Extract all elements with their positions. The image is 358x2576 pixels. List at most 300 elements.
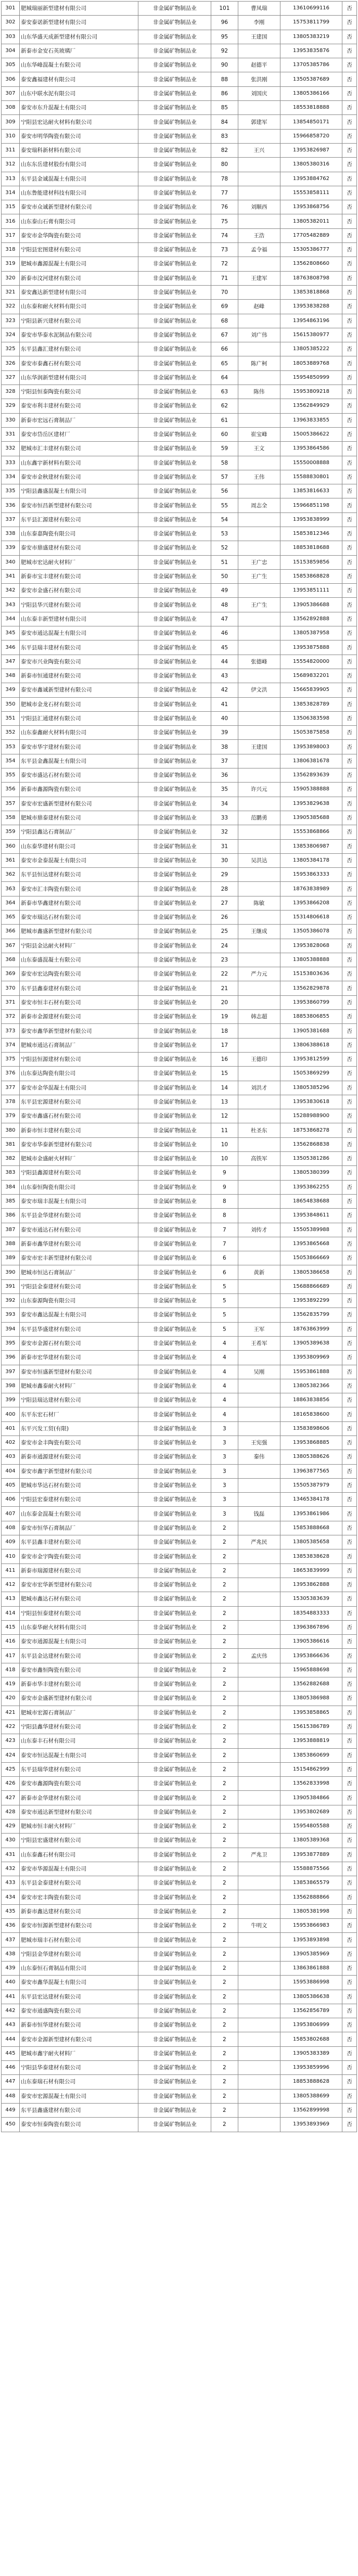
contact-person — [238, 953, 280, 967]
phone-number: 13805388888 — [280, 953, 342, 967]
phone-number: 13805385296 — [280, 1081, 342, 1095]
phone-number: 13505387689 — [280, 72, 342, 86]
phone-number: 13805386988 — [280, 1691, 342, 1706]
table-row — [2, 1152, 357, 1166]
status-flag: 否 — [342, 726, 356, 740]
contact-person — [238, 825, 280, 839]
employee-count: 16 — [211, 1052, 238, 1066]
phone-number: 13506383598 — [280, 711, 342, 725]
contact-person — [238, 2089, 280, 2103]
phone-number: 13805384178 — [280, 853, 342, 867]
company-name: 东平县金华建材有限公司 — [19, 1209, 138, 1223]
phone-number: 18165838600 — [280, 1407, 342, 1421]
contact-person — [238, 995, 280, 1009]
employee-count: 4 — [211, 1336, 238, 1350]
company-name: 肥城市鑫达石材有限公司 — [19, 1592, 138, 1606]
contact-person — [238, 1691, 280, 1706]
employee-count: 3 — [211, 1493, 238, 1507]
industry: 非金属矿物制品业 — [138, 385, 211, 399]
contact-person — [238, 172, 280, 186]
industry: 非金属矿物制品业 — [138, 683, 211, 697]
company-name: 泰安市金华陶瓷有限公司 — [19, 228, 138, 242]
company-name: 泰安市宏盛新型建材有限公司 — [19, 797, 138, 811]
industry: 非金属矿物制品业 — [138, 2046, 211, 2060]
contact-person: 钱磊 — [238, 1507, 280, 1521]
industry: 非金属矿物制品业 — [138, 1351, 211, 1365]
industry: 非金属矿物制品业 — [138, 200, 211, 214]
contact-person: 陈伟 — [238, 385, 280, 399]
status-flag: 否 — [342, 456, 356, 470]
row-number: 426 — [2, 1777, 20, 1791]
row-number: 382 — [2, 1152, 20, 1166]
table-row — [2, 1904, 357, 1918]
contact-person — [238, 1393, 280, 1407]
contact-person — [238, 1990, 280, 2004]
contact-person: 曹凤瑞 — [238, 2, 280, 16]
phone-number: 18753868278 — [280, 1123, 342, 1137]
industry: 非金属矿物制品业 — [138, 328, 211, 342]
industry: 非金属矿物制品业 — [138, 868, 211, 882]
row-number: 449 — [2, 2103, 20, 2117]
employee-count: 2 — [211, 1819, 238, 1834]
company-name: 泰安市金秋建材有限公司 — [19, 470, 138, 484]
company-name: 宁阳县恒泰建材有限公司 — [19, 1606, 138, 1620]
table-row — [2, 896, 357, 910]
row-number: 364 — [2, 896, 20, 910]
status-flag: 否 — [342, 896, 356, 910]
contact-person: 王广生 — [238, 598, 280, 612]
industry: 非金属矿物制品业 — [138, 1407, 211, 1421]
employee-count: 28 — [211, 882, 238, 896]
industry: 非金属矿物制品业 — [138, 285, 211, 299]
phone-number: 13953860799 — [280, 995, 342, 1009]
contact-person: 孟庆伟 — [238, 1649, 280, 1663]
status-flag: 否 — [342, 1194, 356, 1208]
company-name: 东平县华盛建材有限公司 — [19, 1322, 138, 1336]
company-name: 山东泰丰石材有限公司 — [19, 1734, 138, 1748]
row-number: 403 — [2, 1450, 20, 1464]
company-name: 山东东岳建材股份有限公司 — [19, 158, 138, 172]
phone-number: 17705482889 — [280, 228, 342, 242]
company-name: 泰安市通盛陶瓷有限公司 — [19, 2004, 138, 2018]
industry: 非金属矿物制品业 — [138, 342, 211, 356]
company-name: 东平县金达建材有限公司 — [19, 1649, 138, 1663]
phone-number: 13953828068 — [280, 939, 342, 953]
industry: 非金属矿物制品业 — [138, 1010, 211, 1024]
status-flag: 否 — [342, 584, 356, 598]
phone-number: 13953862888 — [280, 1578, 342, 1592]
company-name: 山东泰嘉陶瓷有限公司 — [19, 527, 138, 541]
row-number: 346 — [2, 640, 20, 655]
phone-number: 13953868756 — [280, 200, 342, 214]
table-row — [2, 1976, 357, 1990]
employee-count: 8 — [211, 1194, 238, 1208]
table-row — [2, 342, 357, 356]
row-number: 314 — [2, 186, 20, 200]
contact-person — [238, 257, 280, 271]
status-flag: 否 — [342, 512, 356, 527]
table-row — [2, 1251, 357, 1265]
status-flag: 否 — [342, 2075, 356, 2089]
contact-person — [238, 1209, 280, 1223]
table-row — [2, 1209, 357, 1223]
company-name: 新泰市恒通建材有限公司 — [19, 669, 138, 683]
industry: 非金属矿物制品业 — [138, 1635, 211, 1649]
contact-person — [238, 1961, 280, 1975]
row-number: 389 — [2, 1251, 20, 1265]
industry: 非金属矿物制品业 — [138, 1777, 211, 1791]
contact-person — [238, 1677, 280, 1691]
status-flag: 否 — [342, 1919, 356, 1933]
company-name: 宁阳县鑫达石膏制品厂 — [19, 825, 138, 839]
table-row — [2, 2075, 357, 2089]
phone-number: 13805386166 — [280, 86, 342, 100]
row-number: 416 — [2, 1635, 20, 1649]
phone-number: 13562882688 — [280, 1677, 342, 1691]
industry: 非金属矿物制品业 — [138, 1123, 211, 1137]
status-flag: 否 — [342, 172, 356, 186]
status-flag: 否 — [342, 1649, 356, 1663]
phone-number: 15953886998 — [280, 1976, 342, 1990]
industry: 非金属矿物制品业 — [138, 442, 211, 456]
employee-count: 80 — [211, 158, 238, 172]
row-number: 340 — [2, 555, 20, 569]
industry: 非金属矿物制品业 — [138, 1095, 211, 1109]
table-row — [2, 1478, 357, 1492]
table-row — [2, 967, 357, 981]
table-row — [2, 2, 357, 16]
company-name: 泰安市众诚新型建材有限公司 — [19, 200, 138, 214]
industry: 非金属矿物制品业 — [138, 1762, 211, 1776]
employee-count: 2 — [211, 1549, 238, 1563]
row-number: 334 — [2, 470, 20, 484]
phone-number: 13905384866 — [280, 1791, 342, 1805]
row-number: 305 — [2, 58, 20, 72]
row-number: 359 — [2, 825, 20, 839]
row-number: 368 — [2, 953, 20, 967]
status-flag: 否 — [342, 797, 356, 811]
status-flag: 否 — [342, 768, 356, 783]
contact-person: 孟令福 — [238, 243, 280, 257]
employee-count: 2 — [211, 1791, 238, 1805]
industry: 非金属矿物制品业 — [138, 655, 211, 669]
row-number: 385 — [2, 1194, 20, 1208]
table-row — [2, 186, 357, 200]
row-number: 432 — [2, 1862, 20, 1876]
industry: 非金属矿物制品业 — [138, 669, 211, 683]
phone-number: 15905388888 — [280, 783, 342, 797]
industry: 非金属矿物制品业 — [138, 1265, 211, 1279]
industry: 非金属矿物制品业 — [138, 911, 211, 925]
phone-number: 15314806618 — [280, 911, 342, 925]
employee-count: 13 — [211, 1095, 238, 1109]
table-row — [2, 1677, 357, 1691]
table-row — [2, 1265, 357, 1279]
contact-person — [238, 285, 280, 299]
contact-person — [238, 1194, 280, 1208]
company-name: 山东华润新型建材有限公司 — [19, 370, 138, 385]
company-name: 东平县金泰建材有限公司 — [19, 1876, 138, 1890]
row-number: 360 — [2, 839, 20, 853]
phone-number: 15554820000 — [280, 655, 342, 669]
phone-number: 18654838688 — [280, 1194, 342, 1208]
company-name: 宁阳县宏盛建材有限公司 — [19, 1834, 138, 1848]
row-number: 437 — [2, 1933, 20, 1947]
contact-person — [238, 1734, 280, 1748]
row-number: 331 — [2, 427, 20, 441]
status-flag: 否 — [342, 1549, 356, 1563]
table-row — [2, 243, 357, 257]
table-row — [2, 1691, 357, 1706]
contact-person: 吴洪达 — [238, 853, 280, 867]
phone-number: 13610699116 — [280, 2, 342, 16]
table-row — [2, 2118, 357, 2132]
employee-count: 44 — [211, 655, 238, 669]
table-row — [2, 655, 357, 669]
contact-person — [238, 2061, 280, 2075]
table-row — [2, 228, 357, 242]
phone-number: 13505386078 — [280, 925, 342, 939]
table-row — [2, 1279, 357, 1293]
row-number: 384 — [2, 1180, 20, 1194]
phone-number: 15505389988 — [280, 1223, 342, 1237]
phone-number: 15954805588 — [280, 1819, 342, 1834]
company-name: 新泰市金源建材有限公司 — [19, 1010, 138, 1024]
table-row — [2, 1421, 357, 1436]
table-row — [2, 2061, 357, 2075]
employee-count: 64 — [211, 370, 238, 385]
row-number: 413 — [2, 1592, 20, 1606]
company-name: 肥城市鑫源混凝土有限公司 — [19, 257, 138, 271]
company-name: 山东泰华耐火材料有限公司 — [19, 1620, 138, 1634]
industry: 非金属矿物制品业 — [138, 1308, 211, 1322]
employee-count: 2 — [211, 1862, 238, 1876]
contact-person — [238, 44, 280, 58]
contact-person: 严力元 — [238, 967, 280, 981]
company-name: 泰安市明华陶瓷有限公司 — [19, 129, 138, 143]
employee-count: 2 — [211, 1834, 238, 1848]
company-name: 宁阳县宏泰建材有限公司 — [19, 1493, 138, 1507]
phone-number: 13905386616 — [280, 1635, 342, 1649]
row-number: 431 — [2, 1848, 20, 1862]
employee-count: 3 — [211, 1507, 238, 1521]
status-flag: 否 — [342, 1734, 356, 1748]
status-flag: 否 — [342, 1848, 356, 1862]
contact-person — [238, 2004, 280, 2018]
company-name: 泰安市宏源混凝土有限公司 — [19, 2089, 138, 2103]
industry: 非金属矿物制品业 — [138, 1436, 211, 1450]
company-name: 东平县瑞华建材有限公司 — [19, 1762, 138, 1776]
status-flag: 否 — [342, 1777, 356, 1791]
phone-number: 15505387979 — [280, 1478, 342, 1492]
phone-number: 13953884762 — [280, 172, 342, 186]
employee-count: 33 — [211, 811, 238, 825]
table-row — [2, 314, 357, 328]
enterprise-table — [1, 1, 357, 2132]
industry: 非金属矿物制品业 — [138, 697, 211, 711]
row-number: 343 — [2, 598, 20, 612]
industry: 非金属矿物制品业 — [138, 640, 211, 655]
industry: 非金属矿物制品业 — [138, 1876, 211, 1890]
employee-count: 66 — [211, 342, 238, 356]
phone-number: 13953868885 — [280, 1436, 342, 1450]
industry: 非金属矿物制品业 — [138, 1677, 211, 1691]
industry: 非金属矿物制品业 — [138, 711, 211, 725]
company-name: 新泰市恒丰建材有限公司 — [19, 1123, 138, 1137]
company-name: 新泰市汶河建材有限公司 — [19, 271, 138, 285]
employee-count: 26 — [211, 911, 238, 925]
employee-count: 7 — [211, 1223, 238, 1237]
contact-person — [238, 882, 280, 896]
employee-count: 5 — [211, 1279, 238, 1293]
industry: 非金属矿物制品业 — [138, 754, 211, 768]
phone-number: 18763838989 — [280, 882, 342, 896]
company-name: 泰安市瑞丰混凝土有限公司 — [19, 1194, 138, 1208]
phone-number: 13953838288 — [280, 300, 342, 314]
industry: 非金属矿物制品业 — [138, 172, 211, 186]
phone-number: 13805385222 — [280, 342, 342, 356]
row-number: 390 — [2, 1265, 20, 1279]
table-row — [2, 1578, 357, 1592]
company-name: 泰安市金泰混凝土有限公司 — [19, 853, 138, 867]
table-row — [2, 995, 357, 1009]
table-row — [2, 1990, 357, 2004]
contact-person: 王文 — [238, 442, 280, 456]
employee-count: 2 — [211, 1748, 238, 1762]
phone-number: 13562899998 — [280, 2103, 342, 2117]
status-flag: 否 — [342, 1862, 356, 1876]
company-name: 泰安市鑫达混凝土有限公司 — [19, 1308, 138, 1322]
phone-number: 13953809969 — [280, 1351, 342, 1365]
status-flag: 否 — [342, 385, 356, 399]
industry: 非金属矿物制品业 — [138, 1322, 211, 1336]
employee-count: 82 — [211, 143, 238, 157]
employee-count: 59 — [211, 442, 238, 456]
table-row — [2, 1095, 357, 1109]
row-number: 399 — [2, 1393, 20, 1407]
phone-number: 18853806855 — [280, 1010, 342, 1024]
table-row — [2, 2004, 357, 2018]
contact-person — [238, 1109, 280, 1123]
company-name: 宁阳县鑫华建材有限公司 — [19, 1720, 138, 1734]
contact-person — [238, 1635, 280, 1649]
contact-person — [238, 797, 280, 811]
table-row — [2, 456, 357, 470]
row-number: 414 — [2, 1606, 20, 1620]
phone-number: 13853838628 — [280, 1549, 342, 1563]
industry: 非金属矿物制品业 — [138, 1549, 211, 1563]
phone-number: 13805386638 — [280, 1990, 342, 2004]
employee-count: 2 — [211, 2032, 238, 2046]
company-name: 泰安市华泰水泥制品有限公司 — [19, 328, 138, 342]
status-flag: 否 — [342, 1265, 356, 1279]
status-flag: 否 — [342, 1563, 356, 1578]
row-number: 376 — [2, 1067, 20, 1081]
table-row — [2, 1521, 357, 1535]
status-flag: 否 — [342, 1748, 356, 1762]
company-name: 新泰市宏华建材有限公司 — [19, 1351, 138, 1365]
table-row — [2, 825, 357, 839]
status-flag: 否 — [342, 1237, 356, 1251]
table-row — [2, 797, 357, 811]
industry: 非金属矿物制品业 — [138, 129, 211, 143]
company-name: 山东泰和耐火材料有限公司 — [19, 300, 138, 314]
company-name: 东平县汇源建材有限公司 — [19, 512, 138, 527]
row-number: 347 — [2, 655, 20, 669]
contact-person — [238, 626, 280, 640]
company-name: 宁阳县恒源建材有限公司 — [19, 1052, 138, 1066]
phone-number: 13562835799 — [280, 1308, 342, 1322]
employee-count: 32 — [211, 825, 238, 839]
industry: 非金属矿物制品业 — [138, 882, 211, 896]
industry: 非金属矿物制品业 — [138, 2118, 211, 2132]
company-name: 泰安市金盛石材有限公司 — [19, 584, 138, 598]
row-number: 406 — [2, 1493, 20, 1507]
row-number: 355 — [2, 768, 20, 783]
status-flag: 否 — [342, 143, 356, 157]
table-row — [2, 2103, 357, 2117]
employee-count: 72 — [211, 257, 238, 271]
company-name: 泰安市金丰陶瓷有限公司 — [19, 1436, 138, 1450]
contact-person: 吴刚 — [238, 1365, 280, 1379]
employee-count: 10 — [211, 1152, 238, 1166]
contact-person — [238, 1180, 280, 1194]
industry: 非金属矿物制品业 — [138, 726, 211, 740]
industry: 非金属矿物制品业 — [138, 1507, 211, 1521]
table-row — [2, 1947, 357, 1961]
industry: 非金属矿物制品业 — [138, 768, 211, 783]
table-row — [2, 1862, 357, 1876]
phone-number: 15853888668 — [280, 1521, 342, 1535]
company-name: 东平县鑫汇建材有限公司 — [19, 342, 138, 356]
company-name: 泰安市泰鑫石材有限公司 — [19, 356, 138, 370]
company-name: 宁阳县宏达耐火材料有限公司 — [19, 115, 138, 129]
employee-count: 74 — [211, 228, 238, 242]
row-number: 439 — [2, 1961, 20, 1975]
phone-number: 13805385658 — [280, 1535, 342, 1549]
row-number: 391 — [2, 1279, 20, 1293]
status-flag: 否 — [342, 1691, 356, 1706]
employee-count: 22 — [211, 967, 238, 981]
row-number: 306 — [2, 72, 20, 86]
contact-person — [238, 413, 280, 427]
status-flag: 否 — [342, 1095, 356, 1109]
table-row — [2, 30, 357, 44]
company-name: 东平县金鑫混凝土有限公司 — [19, 754, 138, 768]
employee-count: 56 — [211, 484, 238, 498]
phone-number: 15153803636 — [280, 967, 342, 981]
industry: 非金属矿物制品业 — [138, 527, 211, 541]
table-row — [2, 811, 357, 825]
phone-number: 13953866636 — [280, 1649, 342, 1663]
contact-person — [238, 314, 280, 328]
company-name: 泰安市东升混凝土有限公司 — [19, 101, 138, 115]
status-flag: 否 — [342, 882, 356, 896]
table-row — [2, 1407, 357, 1421]
status-flag: 否 — [342, 1507, 356, 1521]
industry: 非金属矿物制品业 — [138, 612, 211, 626]
phone-number: 13953862255 — [280, 1180, 342, 1194]
table-row — [2, 271, 357, 285]
status-flag: 否 — [342, 1521, 356, 1535]
contact-person — [238, 129, 280, 143]
status-flag: 否 — [342, 1578, 356, 1592]
status-flag: 否 — [342, 300, 356, 314]
company-name: 肥城市金盛耐火材料厂 — [19, 1152, 138, 1166]
company-name: 泰安市鑫华新型建材有限公司 — [19, 1024, 138, 1038]
company-name: 新泰市华鑫建材有限公司 — [19, 896, 138, 910]
company-name: 泰安市金宇陶瓷有限公司 — [19, 1549, 138, 1563]
